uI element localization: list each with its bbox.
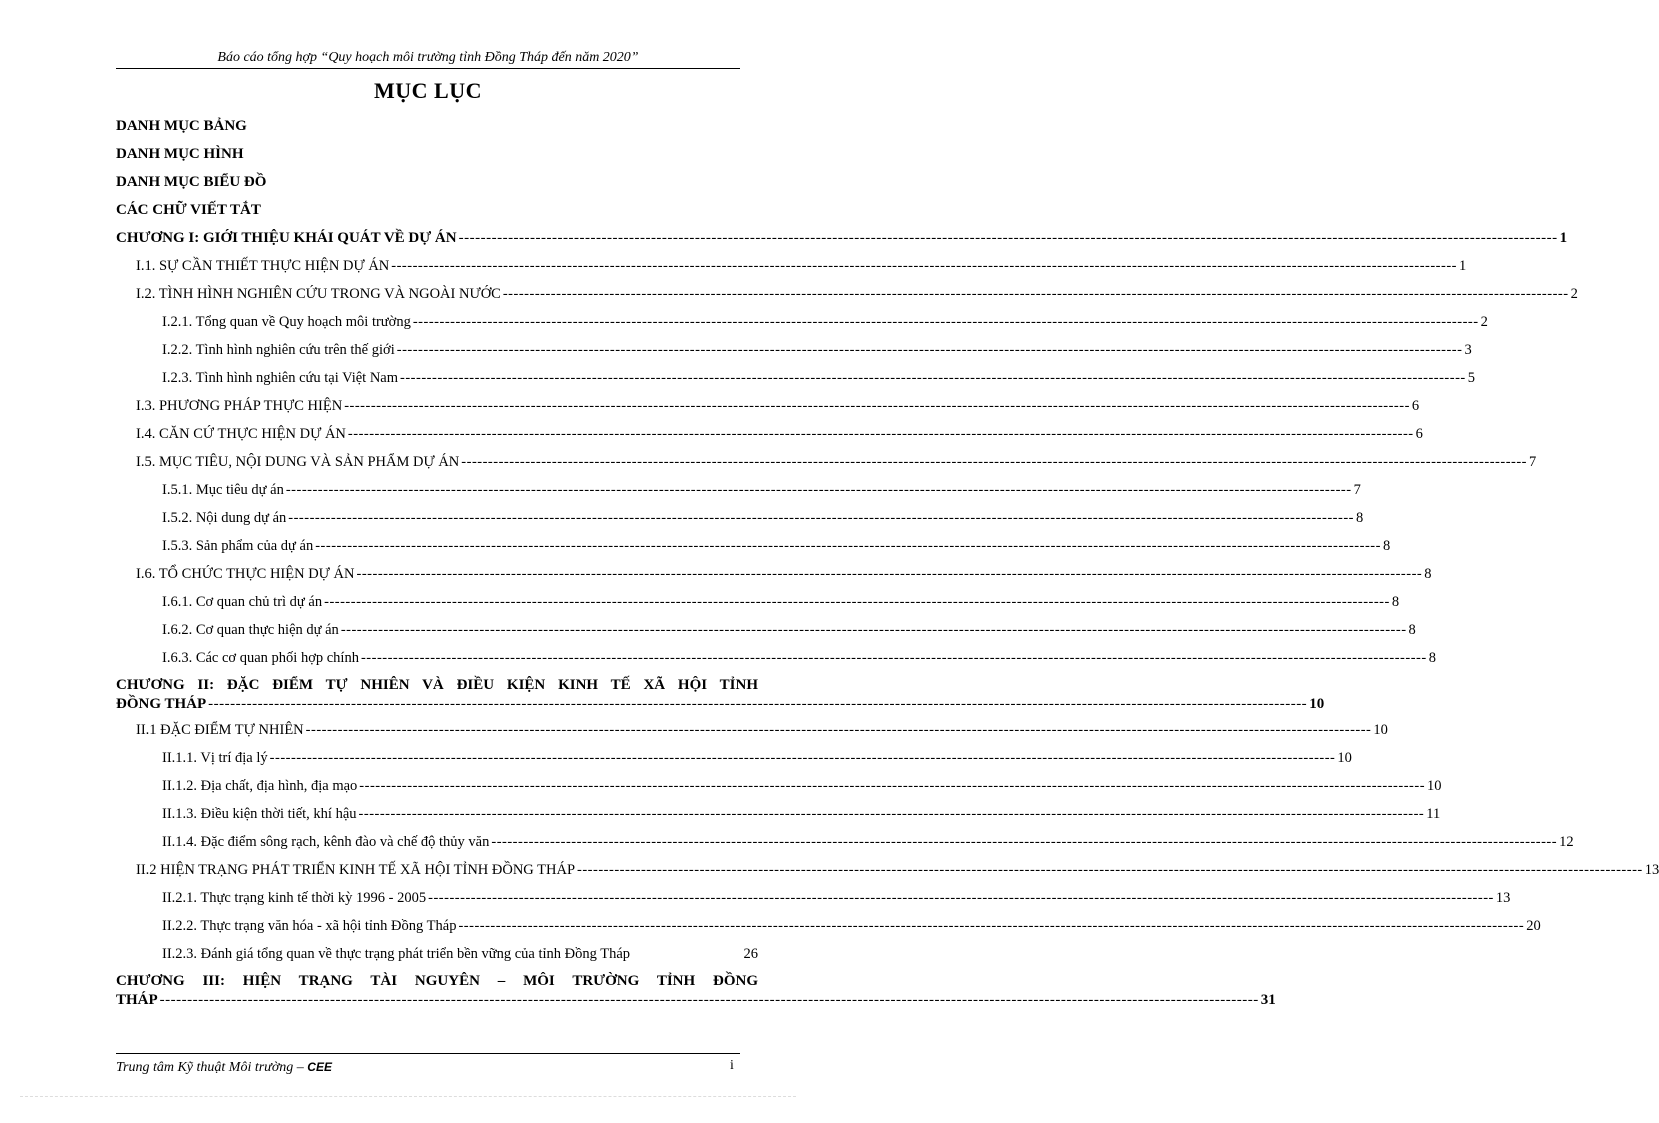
toc-entry[interactable] bbox=[116, 480, 1361, 508]
toc-leader: -------------------------------------------------------------------------------------------------------------------------------------------------------------------------------------------------------- bbox=[359, 778, 1426, 794]
toc-entry[interactable] bbox=[116, 888, 1511, 916]
toc-page-number: 11 bbox=[1426, 806, 1441, 822]
toc-entry[interactable] bbox=[116, 592, 1400, 620]
toc-entry[interactable] bbox=[116, 944, 758, 972]
toc-page-number: 10 bbox=[1337, 750, 1352, 766]
toc-entry-label: I.5.3. Sản phẩm của dự án bbox=[162, 538, 314, 554]
toc-page-number: 10 bbox=[1309, 696, 1325, 712]
page-edge-divider bbox=[20, 1096, 796, 1097]
toc-leader: -------------------------------------------------------------------------------------------------------------------------------------------------------------------------------------------------------- bbox=[344, 398, 1410, 414]
toc-entry[interactable] bbox=[116, 832, 1574, 860]
toc-leader: -------------------------------------------------------------------------------------------------------------------------------------------------------------------------------------------------------- bbox=[305, 722, 1372, 738]
footer-rule bbox=[116, 1053, 740, 1054]
header-rule bbox=[116, 68, 740, 69]
toc-entry[interactable] bbox=[116, 116, 758, 144]
toc-leader: -------------------------------------------------------------------------------------------------------------------------------------------------------------------------------------------------------- bbox=[288, 510, 1354, 526]
toc-leader: -------------------------------------------------------------------------------------------------------------------------------------------------------------------------------------------------------- bbox=[491, 834, 1558, 850]
toc-leader: -------------------------------------------------------------------------------------------------------------------------------------------------------------------------------------------------------- bbox=[324, 594, 1390, 610]
toc-entry[interactable] bbox=[116, 368, 1475, 396]
toc-entry-label: II.2.1. Thực trạng kinh tế thời kỳ 1996 - 2005 bbox=[162, 890, 427, 906]
cee-logo: CEE bbox=[307, 1060, 332, 1074]
toc-entry-label: I.1. SỰ CẦN THIẾT THỰC HIỆN DỰ ÁN bbox=[136, 258, 390, 274]
toc-page-number: 8 bbox=[1424, 566, 1432, 582]
toc-entry-label: DANH MỤC BẢNG bbox=[116, 118, 247, 134]
toc-entry-label: II.2 HIỆN TRẠNG PHÁT TRIỂN KINH TẾ XÃ HỘI TỈNH ĐỒNG THÁP bbox=[136, 862, 576, 878]
toc-leader: -------------------------------------------------------------------------------------------------------------------------------------------------------------------------------------------------------- bbox=[159, 992, 1259, 1008]
toc-leader: -------------------------------------------------------------------------------------------------------------------------------------------------------------------------------------------------------- bbox=[502, 286, 1569, 302]
toc-page-number: 2 bbox=[1480, 314, 1488, 330]
toc-page-number: 8 bbox=[1408, 622, 1416, 638]
toc-entry-label: I.2. TÌNH HÌNH NGHIÊN CỨU TRONG VÀ NGOÀI NƯỚC bbox=[136, 286, 501, 302]
toc-entry-label: II.1.4. Đặc điểm sông rạch, kênh đào và chế độ thủy văn bbox=[162, 834, 490, 850]
toc-entry-label: DANH MỤC HÌNH bbox=[116, 146, 244, 162]
toc-entry[interactable] bbox=[116, 804, 1441, 832]
toc-entry[interactable] bbox=[116, 972, 1276, 1016]
toc-entry[interactable] bbox=[116, 452, 1537, 480]
toc-entry-label: THÁP bbox=[116, 992, 158, 1008]
toc-page-number: 8 bbox=[1382, 538, 1391, 554]
toc-entry[interactable] bbox=[116, 396, 1420, 424]
toc-entry-label: I.6.2. Cơ quan thực hiện dự án bbox=[162, 622, 339, 638]
toc-entry-label: I.6. TỔ CHỨC THỰC HIỆN DỰ ÁN bbox=[136, 566, 355, 582]
toc-leader: -------------------------------------------------------------------------------------------------------------------------------------------------------------------------------------------------------- bbox=[356, 566, 1423, 582]
toc-page-number: 7 bbox=[1353, 482, 1361, 498]
toc-entry-label: CÁC CHỮ VIẾT TẮT bbox=[116, 202, 261, 218]
toc-leader: -------------------------------------------------------------------------------------------------------------------------------------------------------------------------------------------------------- bbox=[400, 370, 1466, 386]
toc-leader: -------------------------------------------------------------------------------------------------------------------------------------------------------------------------------------------------------- bbox=[396, 342, 1463, 358]
toc-page-number: 5 bbox=[1467, 370, 1475, 386]
toc-entry-label: I.2.3. Tình hình nghiên cứu tại Việt Nam bbox=[162, 370, 399, 386]
toc-entry[interactable] bbox=[116, 284, 1578, 312]
toc-leader: -------------------------------------------------------------------------------------------------------------------------------------------------------------------------------------------------------- bbox=[412, 314, 1479, 330]
toc-page-number: 3 bbox=[1464, 342, 1472, 358]
toc-entry-label: II.2.2. Thực trạng văn hóa - xã hội tỉnh Đồng Tháp bbox=[162, 918, 457, 934]
table-of-contents bbox=[116, 116, 1659, 1016]
toc-page-number: 6 bbox=[1415, 426, 1423, 442]
toc-page-number: 8 bbox=[1428, 650, 1436, 666]
toc-page-number: 13 bbox=[1644, 862, 1659, 878]
toc-entry-label: I.5.1. Mục tiêu dự án bbox=[162, 482, 284, 498]
toc-leader: -------------------------------------------------------------------------------------------------------------------------------------------------------------------------------------------------------- bbox=[458, 230, 1558, 246]
toc-leader: -------------------------------------------------------------------------------------------------------------------------------------------------------------------------------------------------------- bbox=[577, 862, 1643, 878]
toc-entry-label: I.3. PHƯƠNG PHÁP THỰC HIỆN bbox=[136, 398, 343, 414]
toc-leader: -------------------------------------------------------------------------------------------------------------------------------------------------------------------------------------------------------- bbox=[340, 622, 1407, 638]
toc-leader: -------------------------------------------------------------------------------------------------------------------------------------------------------------------------------------------------------- bbox=[347, 426, 1414, 442]
toc-entry-label: I.5.2. Nội dung dự án bbox=[162, 510, 287, 526]
toc-entry-label: I.6.3. Các cơ quan phối hợp chính bbox=[162, 650, 359, 666]
toc-leader: -------------------------------------------------------------------------------------------------------------------------------------------------------------------------------------------------------- bbox=[428, 890, 1494, 906]
toc-page-number: 6 bbox=[1411, 398, 1420, 414]
page-number: i bbox=[730, 1058, 734, 1073]
toc-entry-label: II.1.1. Vị trí địa lý bbox=[162, 750, 268, 766]
toc-page-number: 10 bbox=[1427, 778, 1442, 794]
toc-entry[interactable] bbox=[116, 424, 1423, 452]
toc-entry[interactable] bbox=[116, 676, 1325, 720]
toc-entry[interactable] bbox=[116, 720, 1388, 748]
toc-leader: -------------------------------------------------------------------------------------------------------------------------------------------------------------------------------------------------------- bbox=[208, 696, 1308, 712]
toc-leader: -------------------------------------------------------------------------------------------------------------------------------------------------------------------------------------------------------- bbox=[360, 650, 1427, 666]
toc-entry-label: ĐỒNG THÁP bbox=[116, 696, 207, 712]
toc-entry[interactable] bbox=[116, 776, 1442, 804]
toc-entry[interactable] bbox=[116, 172, 758, 200]
toc-entry-label-line1: CHƯƠNG III: HIỆN TRẠNG TÀI NGUYÊN – MÔI TRƯỜNG TỈNH ĐỒNG bbox=[116, 973, 758, 989]
toc-page-number: 7 bbox=[1529, 454, 1537, 470]
toc-entry-label: I.5. MỤC TIÊU, NỘI DUNG VÀ SẢN PHẨM DỰ ÁN bbox=[136, 454, 460, 470]
toc-entry-label: I.2.2. Tình hình nghiên cứu trên thế giới bbox=[162, 342, 395, 358]
toc-entry-label: I.6.1. Cơ quan chủ trì dự án bbox=[162, 594, 323, 610]
toc-entry-label: II.2.3. Đánh giá tổng quan về thực trạng phát triển bền vững của tỉnh Đồng Tháp bbox=[162, 946, 631, 962]
toc-entry[interactable] bbox=[116, 564, 1432, 592]
toc-entry[interactable] bbox=[116, 536, 1391, 564]
toc-entry[interactable] bbox=[116, 256, 1467, 284]
toc-page-number: 8 bbox=[1355, 510, 1364, 526]
toc-entry[interactable] bbox=[116, 312, 1488, 340]
toc-entry[interactable] bbox=[116, 648, 1436, 676]
toc-page-number: 26 bbox=[743, 946, 758, 962]
toc-entry-label: II.1.2. Địa chất, địa hình, địa mạo bbox=[162, 778, 358, 794]
toc-entry-label: II.1 ĐẶC ĐIỂM TỰ NHIÊN bbox=[136, 722, 304, 738]
toc-entry-label: DANH MỤC BIỂU ĐỒ bbox=[116, 174, 267, 190]
toc-entry[interactable] bbox=[116, 340, 1472, 368]
toc-leader: -------------------------------------------------------------------------------------------------------------------------------------------------------------------------------------------------------- bbox=[285, 482, 1352, 498]
toc-page-number: 8 bbox=[1391, 594, 1400, 610]
toc-entry[interactable] bbox=[116, 748, 1352, 776]
footer-text bbox=[116, 1060, 332, 1076]
toc-entry[interactable] bbox=[116, 620, 1416, 648]
toc-entry[interactable] bbox=[116, 228, 1568, 256]
toc-leader: -------------------------------------------------------------------------------------------------------------------------------------------------------------------------------------------------------- bbox=[358, 806, 1425, 822]
toc-entry[interactable] bbox=[116, 200, 758, 228]
toc-entry[interactable] bbox=[116, 916, 1541, 944]
toc-page-number: 1 bbox=[1559, 230, 1568, 246]
toc-entry-label: CHƯƠNG I: GIỚI THIỆU KHÁI QUÁT VỀ DỰ ÁN bbox=[116, 230, 457, 246]
toc-leader: -------------------------------------------------------------------------------------------------------------------------------------------------------------------------------------------------------- bbox=[269, 750, 1336, 766]
toc-entry[interactable] bbox=[116, 860, 1659, 888]
page-title: MỤC LỤC bbox=[374, 78, 482, 103]
toc-entry[interactable] bbox=[116, 144, 758, 172]
toc-page-number: 2 bbox=[1570, 286, 1578, 302]
toc-entry-label: II.1.3. Điều kiện thời tiết, khí hậu bbox=[162, 806, 357, 822]
toc-entry-label: I.4. CĂN CỨ THỰC HIỆN DỰ ÁN bbox=[136, 426, 346, 442]
toc-page-number: 12 bbox=[1559, 834, 1574, 850]
toc-leader: -------------------------------------------------------------------------------------------------------------------------------------------------------------------------------------------------------- bbox=[458, 918, 1525, 934]
toc-entry[interactable] bbox=[116, 508, 1364, 536]
footer-org: Trung tâm Kỹ thuật Môi trường – bbox=[116, 1060, 308, 1075]
toc-page-number: 1 bbox=[1459, 258, 1467, 274]
toc-entry-label: I.2.1. Tổng quan về Quy hoạch môi trường bbox=[162, 314, 411, 330]
toc-leader: -------------------------------------------------------------------------------------------------------------------------------------------------------------------------------------------------------- bbox=[315, 538, 1381, 554]
toc-page-number: 10 bbox=[1373, 722, 1388, 738]
toc-page-number: 31 bbox=[1260, 992, 1276, 1008]
toc-page-number: 20 bbox=[1526, 918, 1541, 934]
toc-page-number: 13 bbox=[1495, 890, 1511, 906]
toc-entry-label-line1: CHƯƠNG II: ĐẶC ĐIỂM TỰ NHIÊN VÀ ĐIỀU KIỆN KINH TẾ XÃ HỘI TỈNH bbox=[116, 677, 758, 693]
toc-leader: -------------------------------------------------------------------------------------------------------------------------------------------------------------------------------------------------------- bbox=[391, 258, 1457, 274]
running-header: Báo cáo tổng hợp “Quy hoạch môi trường tỉnh Đồng Tháp đến năm 2020” bbox=[217, 50, 639, 65]
toc-leader: -------------------------------------------------------------------------------------------------------------------------------------------------------------------------------------------------------- bbox=[461, 454, 1528, 470]
